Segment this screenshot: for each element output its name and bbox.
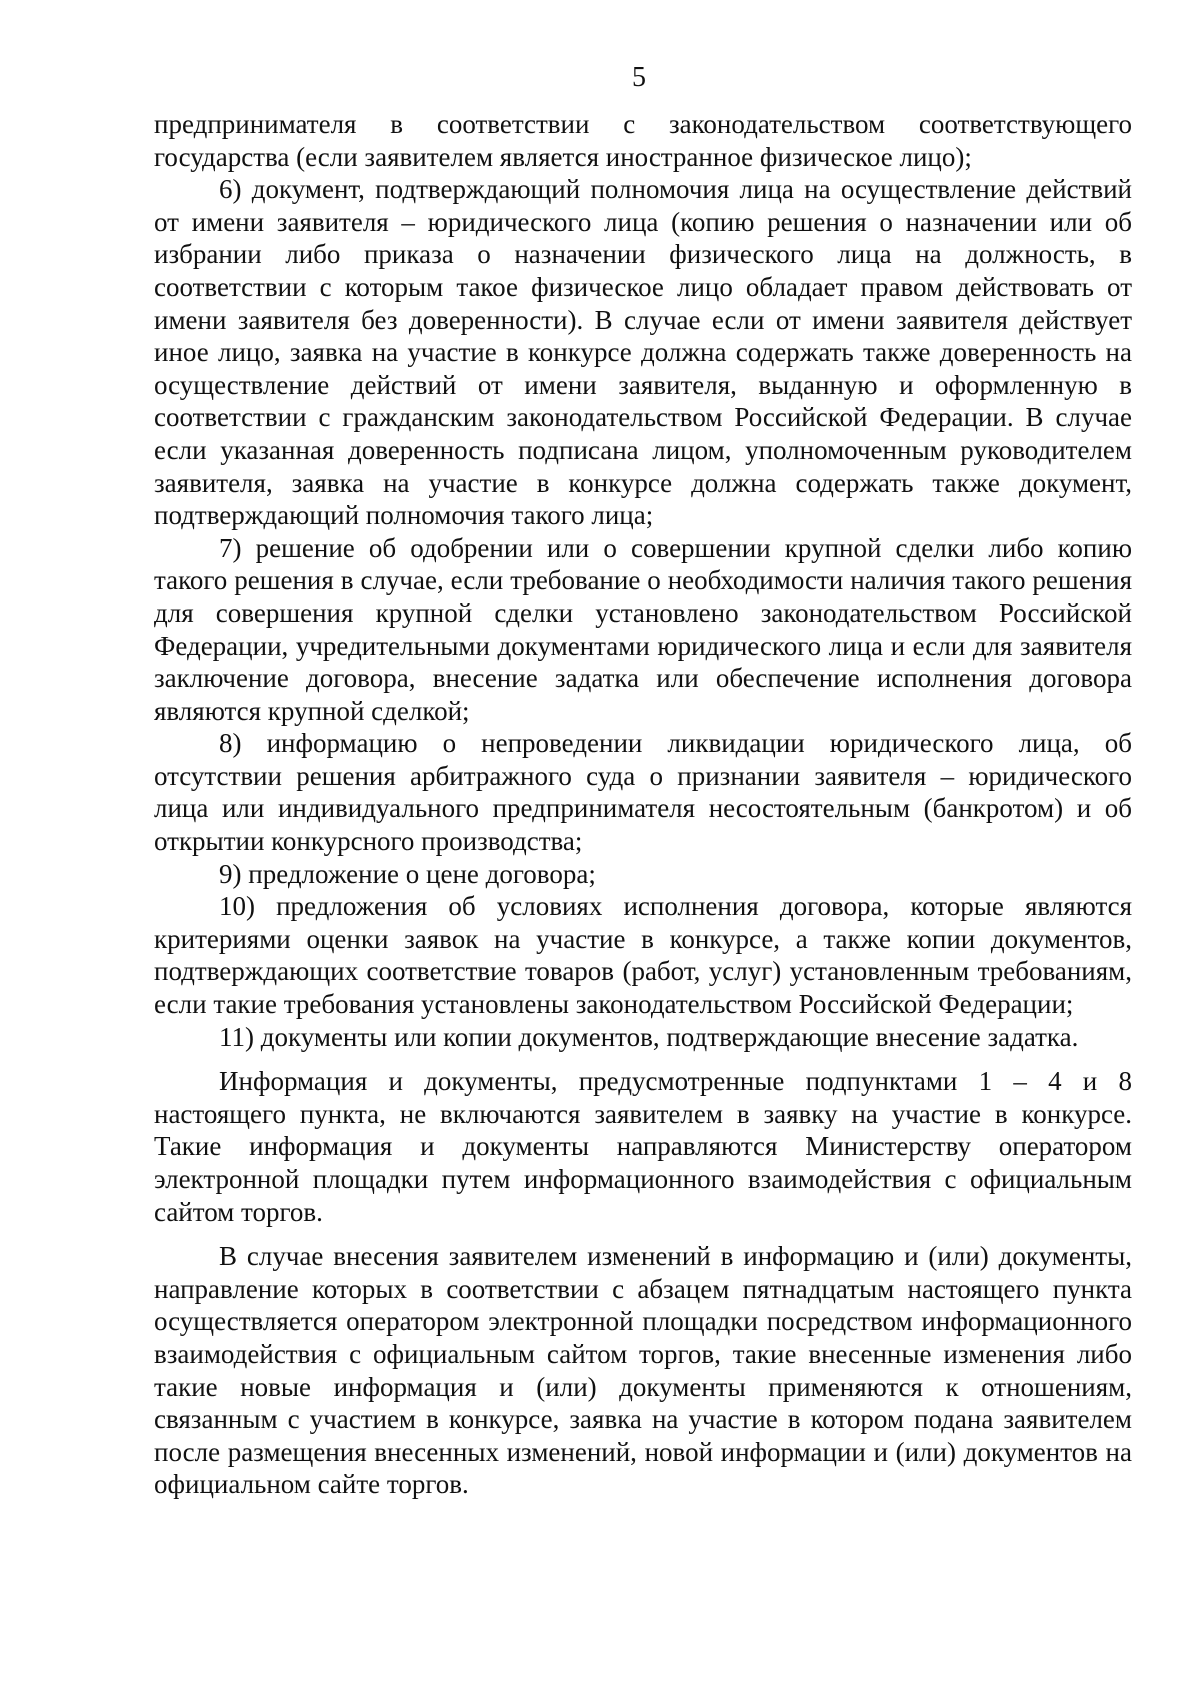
paragraph-information-documents: Информация и документы, предусмотренные подпунктами 1 – 4 и 8 настоящего пункта, не включаются заявителем в заявку на участие в конкурсе. Такие информация и документы направляются Министерству оператором электронной площадки путем информационного взаимодействия с официальным сайтом торгов. [154,1066,1132,1227]
document-body [154,108,1132,1501]
paragraph-item-11: 11) документы или копии документов, подтверждающие внесение задатка. [219,1021,1079,1052]
paragraph-item-10: 10) предложения об условиях исполнения договора, которые являются критериями оценки заявок на участие в конкурсе, а также копии документов, подтверждающих соответствие товаров (работ, услуг) установленным требованиям, если такие требования установлены законодательством Российской Федерации; [154,891,1132,1020]
paragraph-changes: В случае внесения заявителем изменений в информацию и (или) документы, направление которых в соответствии с абзацем пятнадцатым настоящего пункта осуществляется оператором электронной площадки посредством информационного взаимодействия с официальным сайтом торгов, такие внесенные изменения либо такие новые информация и (или) документы применяются к отношениям, связанным с участием в конкурсе, заявка на участие в котором подана заявителем после размещения внесенных изменений, новой информации и (или) документов на официальном сайте торгов. [154,1241,1132,1500]
paragraph-item-8: 8) информацию о непроведении ликвидации юридического лица, об отсутствии решения арбитражного суда о признании заявителя – юридического лица или индивидуального предпринимателя несостоятельным (банкротом) и об открытии конкурсного производства; [154,728,1132,857]
paragraph-item-6: 6) документ, подтверждающий полномочия лица на осуществление действий от имени заявителя – юридического лица (копию решения о назначении или об избрании либо приказа о назначении физического лица на должность, в соответствии с которым такое физическое лицо обладает правом действовать от имени заявителя без доверенности). В случае если от имени заявителя действует иное лицо, заявка на участие в конкурсе должна содержать также доверенность на осуществление действий от имени заявителя, выданную и оформленную в соответствии с гражданским законодательством Российской Федерации. В случае если указанная доверенность подписана лицом, уполномоченным руководителем заявителя, заявка на участие в конкурсе должна содержать также документ, подтверждающий полномочия такого лица; [154,174,1132,531]
page-number: 5 [632,62,646,93]
paragraph-item-7: 7) решение об одобрении или о совершении крупной сделки либо копию такого решения в случае, если требование о необходимости наличия такого решения для совершения крупной сделки установлено законодательством Российской Федерации, учредительными документами юридического лица и если для заявителя заключение договора, внесение задатка или обеспечение исполнения договора являются крупной сделкой; [154,532,1132,726]
paragraph-continuation: предпринимателя в соответствии с законодательством соответствующего государства (если заявителем является иностранное физическое лицо); [154,109,1132,172]
paragraph-item-9: 9) предложение о цене договора; [219,858,596,889]
